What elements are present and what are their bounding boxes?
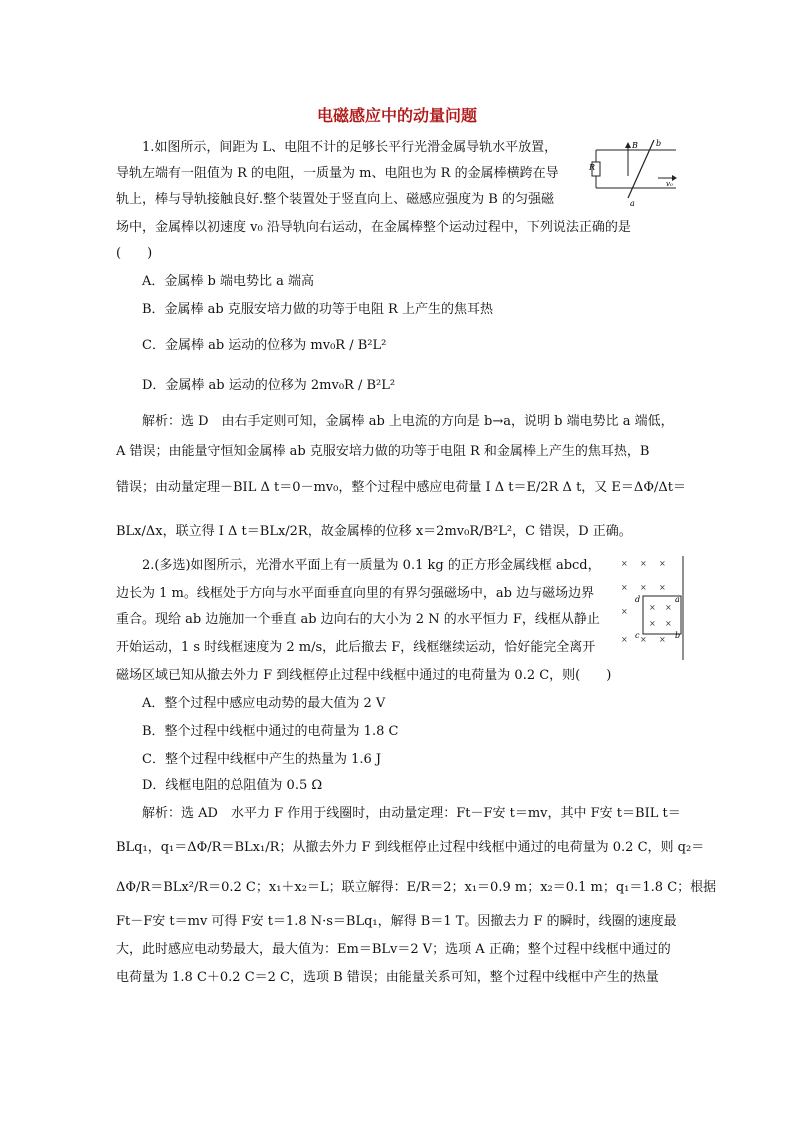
q1-answer-bracket: ( ) <box>116 246 153 261</box>
q2-stem-line: 开始运动，1 s 时线框速度为 2 m/s，此后撤去 F，线框继续运动，恰好能完全离开 <box>116 640 596 655</box>
q2-stem-line: 2.(多选)如图所示，光滑水平面上有一质量为 0.1 kg 的正方形金属线框 abcd， <box>142 558 601 573</box>
q2-solution-line: ΔΦ/R＝BLx²/R＝0.2 C；x₁＋x₂＝L；联立解得：E/R＝2；x₁＝0.9 m；x₂＝0.1 m；q₁＝1.8 C；根据 <box>116 880 717 895</box>
field-cross: × <box>665 603 672 612</box>
q2-solution-line: 电荷量为 1.8 C＋0.2 C＝2 C，选项 B 错误；由能量关系可知，整个过程中线框中产生的热量 <box>116 970 659 985</box>
figure2-label-a: a <box>675 595 680 604</box>
q1-stem-line: 导轨左端有一阻值为 R 的电阻，一质量为 m、电阻也为 R 的金属棒横跨在导 <box>116 166 559 181</box>
figure2-label-c: c <box>635 631 640 640</box>
q1-solution-line: BLx/Δx，联立得 I Δ t＝BLx/2R，故金属棒的位移 x＝2mv₀R/B²L²，C 错误，D 正确。 <box>116 524 632 539</box>
field-cross: × <box>659 559 666 568</box>
page-title: 电磁感应中的动量问题 <box>316 106 477 125</box>
q1-solution-line: 错误；由动量定理－BIL Δ t＝0－mv₀，整个过程中感应电荷量 I Δ t＝E/2R Δ t，又 E＝ΔΦ/Δt＝ <box>116 480 686 495</box>
field-cross: × <box>640 559 647 568</box>
q2-solution-line: 大，此时感应电动势最大，最大值为：Em＝BLv＝2 V；选项 A 正确；整个过程中线框中通过的 <box>116 942 671 957</box>
field-cross: × <box>659 583 666 592</box>
rail-circuit-figure <box>588 136 680 208</box>
q2-stem-line: 重合。现给 ab 边施加一个垂直 ab 边向右的大小为 2 N 的水平恒力 F，线框从静止 <box>116 612 600 627</box>
q1-stem-line: 轨上，棒与导轨接触良好.整个装置处于竖直向上、磁感应强度为 B 的匀强磁 <box>116 192 554 207</box>
figure1-label-a: a <box>630 199 635 208</box>
q1-stem-line: 场中，金属棒以初速度 v₀ 沿导轨向右运动，在金属棒整个运动过程中，下列说法正确的是 <box>116 220 631 235</box>
q2-option-a: A．整个过程中感应电动势的最大值为 2 V <box>142 696 386 711</box>
q1-solution-line: 解析：选 D 由右手定则可知，金属棒 ab 上电流的方向是 b→a，说明 b 端电势比 a 端低， <box>142 414 674 429</box>
q1-option-d: D．金属棒 ab 运动的位移为 2mv₀R / B²L² <box>142 378 396 393</box>
field-cross: × <box>621 607 628 616</box>
q2-option-c: C．整个过程中线框中产生的热量为 1.6 J <box>142 752 382 767</box>
q1-solution-line: A 错误；由能量守恒知金属棒 ab 克服安培力做的功等于电阻 R 和金属棒上产生的焦耳热，B <box>116 444 650 459</box>
q2-option-b: B．整个过程中线框中通过的电荷量为 1.8 C <box>142 724 399 739</box>
field-cross: × <box>665 619 672 628</box>
field-cross: × <box>640 635 647 644</box>
figure1-label-B: B <box>632 141 638 150</box>
figure1-label-v0: v₀ <box>666 180 673 188</box>
figure1-label-b: b <box>656 139 662 148</box>
q2-stem-line: 磁场区域已知从撤去外力 F 到线框停止过程中线框中通过的电荷量为 0.2 C，则( ) <box>116 668 612 683</box>
q2-solution-line: 解析：选 AD 水平力 F 作用于线圈时，由动量定理：Ft－F安 t＝mv，其中 F安 t＝BIL t＝ <box>142 806 681 821</box>
field-cross: × <box>659 635 666 644</box>
field-cross: × <box>640 583 647 592</box>
field-cross: × <box>649 603 656 612</box>
q2-stem-line: 边长为 1 m。线框处于方向与水平面垂直向里的有界匀强磁场中，ab 边与磁场边界 <box>116 586 595 601</box>
field-cross: × <box>621 635 628 644</box>
field-cross: × <box>621 583 628 592</box>
q2-solution-line: Ft－F安 t＝mv 可得 F安 t＝1.8 N·s＝BLq₁，解得 B＝1 T。因撤去力 F 的瞬时，线圈的速度最 <box>116 914 677 929</box>
q1-stem-line: 1.如图所示，间距为 L、电阻不计的足够长平行光滑金属导轨水平放置， <box>142 140 558 155</box>
field-cross: × <box>621 559 628 568</box>
q1-option-a: A．金属棒 b 端电势比 a 端高 <box>142 274 314 289</box>
magnetic-field-loop-figure <box>615 556 687 660</box>
q2-solution-line: BLq₁，q₁＝ΔΦ/R＝BLx₁/R；从撤去外力 F 到线框停止过程中线框中通过的电荷量为 0.2 C，则 q₂＝ <box>116 840 705 855</box>
figure1-label-R: R <box>589 163 596 172</box>
q1-option-c: C．金属棒 ab 运动的位移为 mv₀R / B²L² <box>142 338 387 353</box>
q2-option-d: D．线框电阻的总阻值为 0.5 Ω <box>142 778 323 793</box>
figure2-label-b: b <box>675 631 681 640</box>
q1-option-b: B．金属棒 ab 克服安培力做的功等于电阻 R 上产生的焦耳热 <box>142 302 493 317</box>
figure2-label-d: d <box>635 595 641 604</box>
field-cross: × <box>649 619 656 628</box>
